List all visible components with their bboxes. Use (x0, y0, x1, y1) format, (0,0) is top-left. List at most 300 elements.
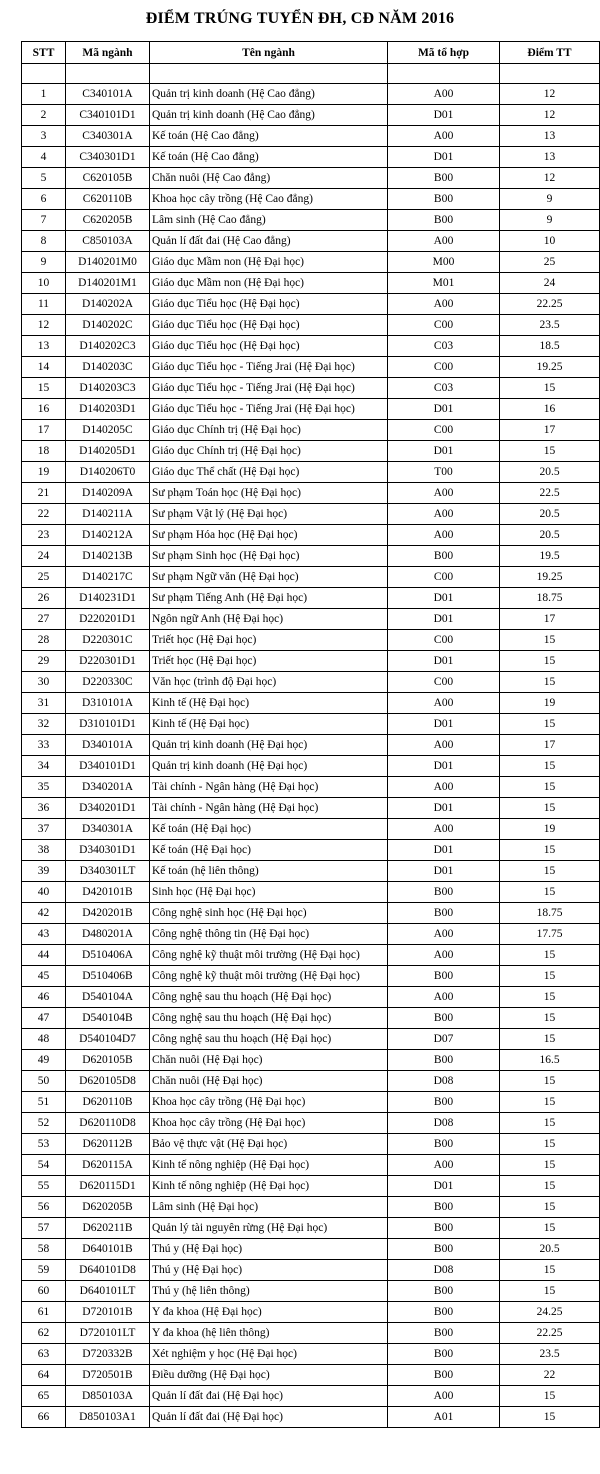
cell-ten-nganh: Công nghệ sinh học (Hệ Đại học) (150, 903, 388, 924)
cell-ma-nganh: D340101D1 (66, 756, 150, 777)
cell-ma-nganh: D620205B (66, 1197, 150, 1218)
cell-ma-to-hop: C00 (388, 420, 500, 441)
cell-stt: 50 (22, 1071, 66, 1092)
table-row (22, 273, 600, 294)
cell-diem-tt: 15 (500, 798, 600, 819)
cell-ma-nganh: D140217C (66, 567, 150, 588)
cell-ma-nganh: D340301D1 (66, 840, 150, 861)
table-row (22, 609, 600, 630)
cell-diem-tt: 18.5 (500, 336, 600, 357)
cell-ten-nganh: Y đa khoa (Hệ Đại học) (150, 1302, 388, 1323)
cell-ten-nganh: Sư phạm Hóa học (Hệ Đại học) (150, 525, 388, 546)
cell-stt: 36 (22, 798, 66, 819)
cell-diem-tt: 22.25 (500, 294, 600, 315)
table-row (22, 588, 600, 609)
cell-ten-nganh: Xét nghiệm y học (Hệ Đại học) (150, 1344, 388, 1365)
table-row (22, 1302, 600, 1323)
cell-ten-nganh: Quản lý tài nguyên rừng (Hệ Đại học) (150, 1218, 388, 1239)
cell-ma-to-hop: B00 (388, 1365, 500, 1386)
cell-ma-to-hop: C00 (388, 672, 500, 693)
cell-ma-nganh: D220201D1 (66, 609, 150, 630)
cell-ten-nganh: Giáo dục Thể chất (Hệ Đại học) (150, 462, 388, 483)
cell-stt: 55 (22, 1176, 66, 1197)
cell-ma-nganh: C620205B (66, 210, 150, 231)
table-row (22, 399, 600, 420)
cell-ma-nganh: D720101B (66, 1302, 150, 1323)
cell-stt: 29 (22, 651, 66, 672)
cell-ten-nganh: Giáo dục Tiểu học - Tiếng Jrai (Hệ Đại học) (150, 378, 388, 399)
table-row (22, 861, 600, 882)
cell-ma-nganh: D140202C3 (66, 336, 150, 357)
cell-ma-nganh: D420101B (66, 882, 150, 903)
cell-ma-to-hop: C03 (388, 378, 500, 399)
table-row (22, 147, 600, 168)
header-ma-nganh: Mã ngành (66, 42, 150, 64)
table-row (22, 1029, 600, 1050)
cell-ten-nganh: Giáo dục Tiểu học - Tiếng Jrai (Hệ Đại học) (150, 357, 388, 378)
cell-diem-tt: 15 (500, 1386, 600, 1407)
page-title: ĐIỂM TRÚNG TUYỂN ĐH, CĐ NĂM 2016 (145, 10, 455, 27)
cell-stt: 8 (22, 231, 66, 252)
cell-stt: 30 (22, 672, 66, 693)
table-row (22, 1176, 600, 1197)
cell-ten-nganh: Quản trị kinh doanh (Hệ Đại học) (150, 735, 388, 756)
cell-ten-nganh: Thú y (Hệ Đại học) (150, 1260, 388, 1281)
cell-ten-nganh: Triết học (Hệ Đại học) (150, 651, 388, 672)
cell-stt: 19 (22, 462, 66, 483)
cell-ma-to-hop: D01 (388, 609, 500, 630)
cell-ma-nganh: D620105D8 (66, 1071, 150, 1092)
cell-ma-nganh: D640101D8 (66, 1260, 150, 1281)
cell-ma-to-hop: A00 (388, 483, 500, 504)
cell-ma-nganh: C340301A (66, 126, 150, 147)
cell-ma-to-hop: B00 (388, 966, 500, 987)
cell-ma-nganh: D480201A (66, 924, 150, 945)
cell-ma-nganh: D140209A (66, 483, 150, 504)
table-row (22, 1323, 600, 1344)
cell-ma-nganh: D620115D1 (66, 1176, 150, 1197)
cell-ten-nganh: Thú y (hệ liên thông) (150, 1281, 388, 1302)
cell-ma-to-hop: B00 (388, 1008, 500, 1029)
cell-stt: 51 (22, 1092, 66, 1113)
cell-ma-to-hop: D01 (388, 840, 500, 861)
cell-ma-nganh: D140203D1 (66, 399, 150, 420)
cell-stt: 65 (22, 1386, 66, 1407)
table-row (22, 1155, 600, 1176)
cell-ma-to-hop: A00 (388, 84, 500, 105)
cell-ma-nganh: D540104A (66, 987, 150, 1008)
cell-ma-to-hop: C00 (388, 630, 500, 651)
cell-stt: 10 (22, 273, 66, 294)
cell-ma-to-hop: A00 (388, 525, 500, 546)
cell-ma-nganh: D720332B (66, 1344, 150, 1365)
cell-ma-to-hop: D01 (388, 1176, 500, 1197)
cell-ten-nganh: Kế toán (hệ liên thông) (150, 861, 388, 882)
cell-ten-nganh: Quản lí đất đai (Hệ Đại học) (150, 1386, 388, 1407)
cell-diem-tt: 15 (500, 714, 600, 735)
cell-diem-tt: 18.75 (500, 588, 600, 609)
cell-stt: 48 (22, 1029, 66, 1050)
cell-ten-nganh: Bảo vệ thực vật (Hệ Đại học) (150, 1134, 388, 1155)
cell-ma-nganh: D140202A (66, 294, 150, 315)
cell-ten-nganh: Giáo dục Mầm non (Hệ Đại học) (150, 273, 388, 294)
cell-ma-nganh: D620211B (66, 1218, 150, 1239)
cell-diem-tt: 15 (500, 840, 600, 861)
cell-diem-tt: 15 (500, 441, 600, 462)
table-row (22, 1113, 600, 1134)
blank-row (22, 64, 600, 84)
cell-ma-nganh: D340101A (66, 735, 150, 756)
cell-ma-to-hop: C00 (388, 357, 500, 378)
table-body (22, 64, 600, 1428)
cell-ma-nganh: D140203C (66, 357, 150, 378)
table-row (22, 84, 600, 105)
cell-ten-nganh: Chăn nuôi (Hệ Đại học) (150, 1071, 388, 1092)
cell-diem-tt: 17 (500, 609, 600, 630)
cell-ma-to-hop: A00 (388, 504, 500, 525)
cell-diem-tt: 23.5 (500, 315, 600, 336)
cell-ma-nganh: D510406A (66, 945, 150, 966)
table-row (22, 651, 600, 672)
cell-ten-nganh: Thú y (Hệ Đại học) (150, 1239, 388, 1260)
cell-diem-tt: 15 (500, 1155, 600, 1176)
cell-ten-nganh: Khoa học cây trồng (Hệ Đại học) (150, 1113, 388, 1134)
cell-ma-to-hop: B00 (388, 1281, 500, 1302)
table-row (22, 1008, 600, 1029)
cell-ma-to-hop: D01 (388, 441, 500, 462)
table-row (22, 987, 600, 1008)
cell-diem-tt: 20.5 (500, 1239, 600, 1260)
cell-stt: 62 (22, 1323, 66, 1344)
table-row (22, 777, 600, 798)
cell-ma-to-hop: B00 (388, 1092, 500, 1113)
cell-ma-to-hop: A00 (388, 1155, 500, 1176)
cell-diem-tt: 15 (500, 756, 600, 777)
cell-diem-tt: 9 (500, 189, 600, 210)
cell-ma-nganh: D140206T0 (66, 462, 150, 483)
table-row (22, 693, 600, 714)
cell-stt: 7 (22, 210, 66, 231)
table-row (22, 903, 600, 924)
cell-ma-to-hop: B00 (388, 1218, 500, 1239)
cell-stt: 43 (22, 924, 66, 945)
table-row (22, 1260, 600, 1281)
cell-ten-nganh: Công nghệ sau thu hoạch (Hệ Đại học) (150, 1029, 388, 1050)
cell-ma-to-hop: M00 (388, 252, 500, 273)
cell-stt: 39 (22, 861, 66, 882)
cell-diem-tt: 12 (500, 168, 600, 189)
cell-ten-nganh: Lâm sinh (Hệ Cao đẳng) (150, 210, 388, 231)
cell-ma-to-hop: B00 (388, 1197, 500, 1218)
cell-stt: 44 (22, 945, 66, 966)
cell-stt: 13 (22, 336, 66, 357)
table-row (22, 1365, 600, 1386)
cell-ma-to-hop: A00 (388, 924, 500, 945)
cell-stt: 42 (22, 903, 66, 924)
cell-ma-to-hop: M01 (388, 273, 500, 294)
cell-ma-nganh: D620110D8 (66, 1113, 150, 1134)
cell-ten-nganh: Kinh tế (Hệ Đại học) (150, 693, 388, 714)
cell-ma-nganh: D620110B (66, 1092, 150, 1113)
cell-ten-nganh: Chăn nuôi (Hệ Đại học) (150, 1050, 388, 1071)
table-row (22, 1344, 600, 1365)
cell-ten-nganh: Quản lí đất đai (Hệ Đại học) (150, 1407, 388, 1428)
table-row (22, 735, 600, 756)
cell-diem-tt: 15 (500, 1260, 600, 1281)
table-row (22, 1386, 600, 1407)
cell-diem-tt: 9 (500, 210, 600, 231)
cell-diem-tt: 23.5 (500, 1344, 600, 1365)
table-row (22, 1281, 600, 1302)
cell-stt: 52 (22, 1113, 66, 1134)
cell-ma-nganh: D640101LT (66, 1281, 150, 1302)
cell-stt: 22 (22, 504, 66, 525)
cell-ma-nganh: D720501B (66, 1365, 150, 1386)
cell-ma-to-hop: B00 (388, 1344, 500, 1365)
cell-diem-tt: 15 (500, 1029, 600, 1050)
table-row (22, 168, 600, 189)
table-row (22, 294, 600, 315)
cell-ma-to-hop: B00 (388, 903, 500, 924)
cell-ten-nganh: Sư phạm Ngữ văn (Hệ Đại học) (150, 567, 388, 588)
cell-ma-to-hop: A00 (388, 1386, 500, 1407)
cell-diem-tt: 12 (500, 84, 600, 105)
cell-ten-nganh: Công nghệ sau thu hoạch (Hệ Đại học) (150, 987, 388, 1008)
cell-ten-nganh: Sinh học (Hệ Đại học) (150, 882, 388, 903)
cell-ma-nganh: C620110B (66, 189, 150, 210)
cell-ma-nganh: D140213B (66, 546, 150, 567)
cell-stt: 35 (22, 777, 66, 798)
cell-ten-nganh: Quản trị kinh doanh (Hệ Đại học) (150, 756, 388, 777)
cell-ten-nganh: Kế toán (Hệ Cao đẳng) (150, 147, 388, 168)
table-row (22, 1218, 600, 1239)
cell-ma-to-hop: D01 (388, 105, 500, 126)
cell-ten-nganh: Khoa học cây trồng (Hệ Đại học) (150, 1092, 388, 1113)
header-stt: STT (22, 42, 66, 64)
cell-diem-tt: 15 (500, 1071, 600, 1092)
cell-diem-tt: 24 (500, 273, 600, 294)
cell-ma-nganh: D720101LT (66, 1323, 150, 1344)
table-row (22, 105, 600, 126)
table-row (22, 882, 600, 903)
cell-ma-nganh: D140205C (66, 420, 150, 441)
cell-ten-nganh: Tài chính - Ngân hàng (Hệ Đại học) (150, 798, 388, 819)
cell-ma-to-hop: A00 (388, 945, 500, 966)
table-row (22, 1071, 600, 1092)
cell-stt: 26 (22, 588, 66, 609)
cell-ten-nganh: Sư phạm Toán học (Hệ Đại học) (150, 483, 388, 504)
cell-stt: 27 (22, 609, 66, 630)
cell-stt: 15 (22, 378, 66, 399)
table-row (22, 756, 600, 777)
cell-diem-tt: 17.75 (500, 924, 600, 945)
cell-ten-nganh: Giáo dục Chính trị (Hệ Đại học) (150, 420, 388, 441)
blank-cell (388, 64, 500, 84)
cell-stt: 31 (22, 693, 66, 714)
cell-diem-tt: 13 (500, 126, 600, 147)
table-row (22, 1239, 600, 1260)
cell-diem-tt: 15 (500, 987, 600, 1008)
cell-diem-tt: 18.75 (500, 903, 600, 924)
cell-ma-nganh: D140202C (66, 315, 150, 336)
cell-ma-to-hop: D08 (388, 1071, 500, 1092)
table-row (22, 462, 600, 483)
cell-diem-tt: 15 (500, 1176, 600, 1197)
cell-ma-to-hop: D01 (388, 756, 500, 777)
table-row (22, 378, 600, 399)
cell-diem-tt: 19.25 (500, 567, 600, 588)
cell-diem-tt: 15 (500, 1092, 600, 1113)
cell-diem-tt: 15 (500, 651, 600, 672)
cell-ten-nganh: Quản trị kinh doanh (Hệ Cao đẳng) (150, 84, 388, 105)
cell-ten-nganh: Công nghệ kỹ thuật môi trường (Hệ Đại học) (150, 966, 388, 987)
cell-ma-nganh: C340301D1 (66, 147, 150, 168)
cell-ma-to-hop: D08 (388, 1113, 500, 1134)
cell-diem-tt: 20.5 (500, 504, 600, 525)
cell-ten-nganh: Văn học (trình độ Đại học) (150, 672, 388, 693)
cell-ten-nganh: Kế toán (Hệ Đại học) (150, 840, 388, 861)
cell-ma-to-hop: A00 (388, 819, 500, 840)
header-ma-to-hop: Mã tổ hợp (388, 42, 500, 64)
cell-stt: 37 (22, 819, 66, 840)
cell-stt: 9 (22, 252, 66, 273)
cell-ma-to-hop: D01 (388, 147, 500, 168)
cell-stt: 64 (22, 1365, 66, 1386)
cell-ma-to-hop: T00 (388, 462, 500, 483)
table-row (22, 441, 600, 462)
cell-ma-to-hop: D01 (388, 588, 500, 609)
cell-stt: 34 (22, 756, 66, 777)
cell-ma-nganh: D340201D1 (66, 798, 150, 819)
cell-ten-nganh: Chăn nuôi (Hệ Cao đẳng) (150, 168, 388, 189)
cell-stt: 46 (22, 987, 66, 1008)
cell-diem-tt: 15 (500, 1113, 600, 1134)
cell-ma-nganh: D540104D7 (66, 1029, 150, 1050)
cell-ma-nganh: D850103A1 (66, 1407, 150, 1428)
table-row (22, 525, 600, 546)
table-row (22, 567, 600, 588)
cell-diem-tt: 15 (500, 378, 600, 399)
cell-ten-nganh: Triết học (Hệ Đại học) (150, 630, 388, 651)
cell-diem-tt: 19 (500, 693, 600, 714)
cell-diem-tt: 19.5 (500, 546, 600, 567)
cell-diem-tt: 24.25 (500, 1302, 600, 1323)
cell-diem-tt: 15 (500, 1281, 600, 1302)
cell-ten-nganh: Kế toán (Hệ Cao đẳng) (150, 126, 388, 147)
cell-diem-tt: 13 (500, 147, 600, 168)
cell-ma-to-hop: B00 (388, 1239, 500, 1260)
cell-diem-tt: 15 (500, 777, 600, 798)
cell-ten-nganh: Kinh tế nông nghiệp (Hệ Đại học) (150, 1176, 388, 1197)
table-row (22, 714, 600, 735)
table-row (22, 357, 600, 378)
cell-diem-tt: 19 (500, 819, 600, 840)
cell-ma-nganh: D140205D1 (66, 441, 150, 462)
cell-ma-nganh: D220301C (66, 630, 150, 651)
cell-diem-tt: 15 (500, 861, 600, 882)
cell-diem-tt: 15 (500, 1197, 600, 1218)
cell-ma-nganh: D140211A (66, 504, 150, 525)
cell-stt: 1 (22, 84, 66, 105)
cell-ten-nganh: Giáo dục Tiểu học (Hệ Đại học) (150, 336, 388, 357)
cell-diem-tt: 20.5 (500, 462, 600, 483)
table-row (22, 546, 600, 567)
cell-diem-tt: 22.5 (500, 483, 600, 504)
cell-ten-nganh: Công nghệ thông tin (Hệ Đại học) (150, 924, 388, 945)
cell-ma-to-hop: D01 (388, 651, 500, 672)
table-row (22, 336, 600, 357)
cell-stt: 63 (22, 1344, 66, 1365)
table-row (22, 189, 600, 210)
cell-ma-to-hop: A00 (388, 987, 500, 1008)
table-row (22, 1050, 600, 1071)
table-row (22, 672, 600, 693)
table-row (22, 924, 600, 945)
cell-stt: 2 (22, 105, 66, 126)
cell-stt: 32 (22, 714, 66, 735)
cell-diem-tt: 10 (500, 231, 600, 252)
header-ten-nganh: Tên ngành (150, 42, 388, 64)
table-row (22, 798, 600, 819)
cell-ten-nganh: Công nghệ sau thu hoạch (Hệ Đại học) (150, 1008, 388, 1029)
blank-cell (150, 64, 388, 84)
cell-stt: 58 (22, 1239, 66, 1260)
cell-ma-to-hop: A00 (388, 231, 500, 252)
cell-ma-nganh: D640101B (66, 1239, 150, 1260)
cell-ma-nganh: D310101A (66, 693, 150, 714)
cell-ma-nganh: D340301LT (66, 861, 150, 882)
table-row (22, 945, 600, 966)
cell-ma-to-hop: B00 (388, 189, 500, 210)
cell-diem-tt: 15 (500, 1008, 600, 1029)
cell-ten-nganh: Giáo dục Chính trị (Hệ Đại học) (150, 441, 388, 462)
cell-ma-to-hop: D01 (388, 399, 500, 420)
table-row (22, 210, 600, 231)
cell-ma-nganh: D420201B (66, 903, 150, 924)
cell-stt: 66 (22, 1407, 66, 1428)
cell-ma-to-hop: A00 (388, 735, 500, 756)
cell-diem-tt: 17 (500, 735, 600, 756)
cell-ma-to-hop: B00 (388, 210, 500, 231)
cell-stt: 6 (22, 189, 66, 210)
table-row (22, 483, 600, 504)
cell-stt: 25 (22, 567, 66, 588)
cell-diem-tt: 12 (500, 105, 600, 126)
cell-ma-to-hop: C00 (388, 315, 500, 336)
cell-stt: 11 (22, 294, 66, 315)
cell-stt: 24 (22, 546, 66, 567)
cell-ma-nganh: D620105B (66, 1050, 150, 1071)
cell-stt: 17 (22, 420, 66, 441)
cell-stt: 54 (22, 1155, 66, 1176)
cell-ma-nganh: D620112B (66, 1134, 150, 1155)
cell-stt: 53 (22, 1134, 66, 1155)
cell-ma-nganh: D620115A (66, 1155, 150, 1176)
cell-stt: 38 (22, 840, 66, 861)
cell-ma-nganh: D140203C3 (66, 378, 150, 399)
cell-ten-nganh: Giáo dục Tiểu học (Hệ Đại học) (150, 315, 388, 336)
table-row (22, 315, 600, 336)
cell-diem-tt: 16 (500, 399, 600, 420)
cell-diem-tt: 15 (500, 882, 600, 903)
table-row (22, 504, 600, 525)
cell-ten-nganh: Tài chính - Ngân hàng (Hệ Đại học) (150, 777, 388, 798)
cell-ma-nganh: D140231D1 (66, 588, 150, 609)
cell-ten-nganh: Giáo dục Mầm non (Hệ Đại học) (150, 252, 388, 273)
cell-ten-nganh: Giáo dục Tiểu học (Hệ Đại học) (150, 294, 388, 315)
cell-ma-to-hop: A00 (388, 777, 500, 798)
cell-ma-to-hop: A00 (388, 126, 500, 147)
